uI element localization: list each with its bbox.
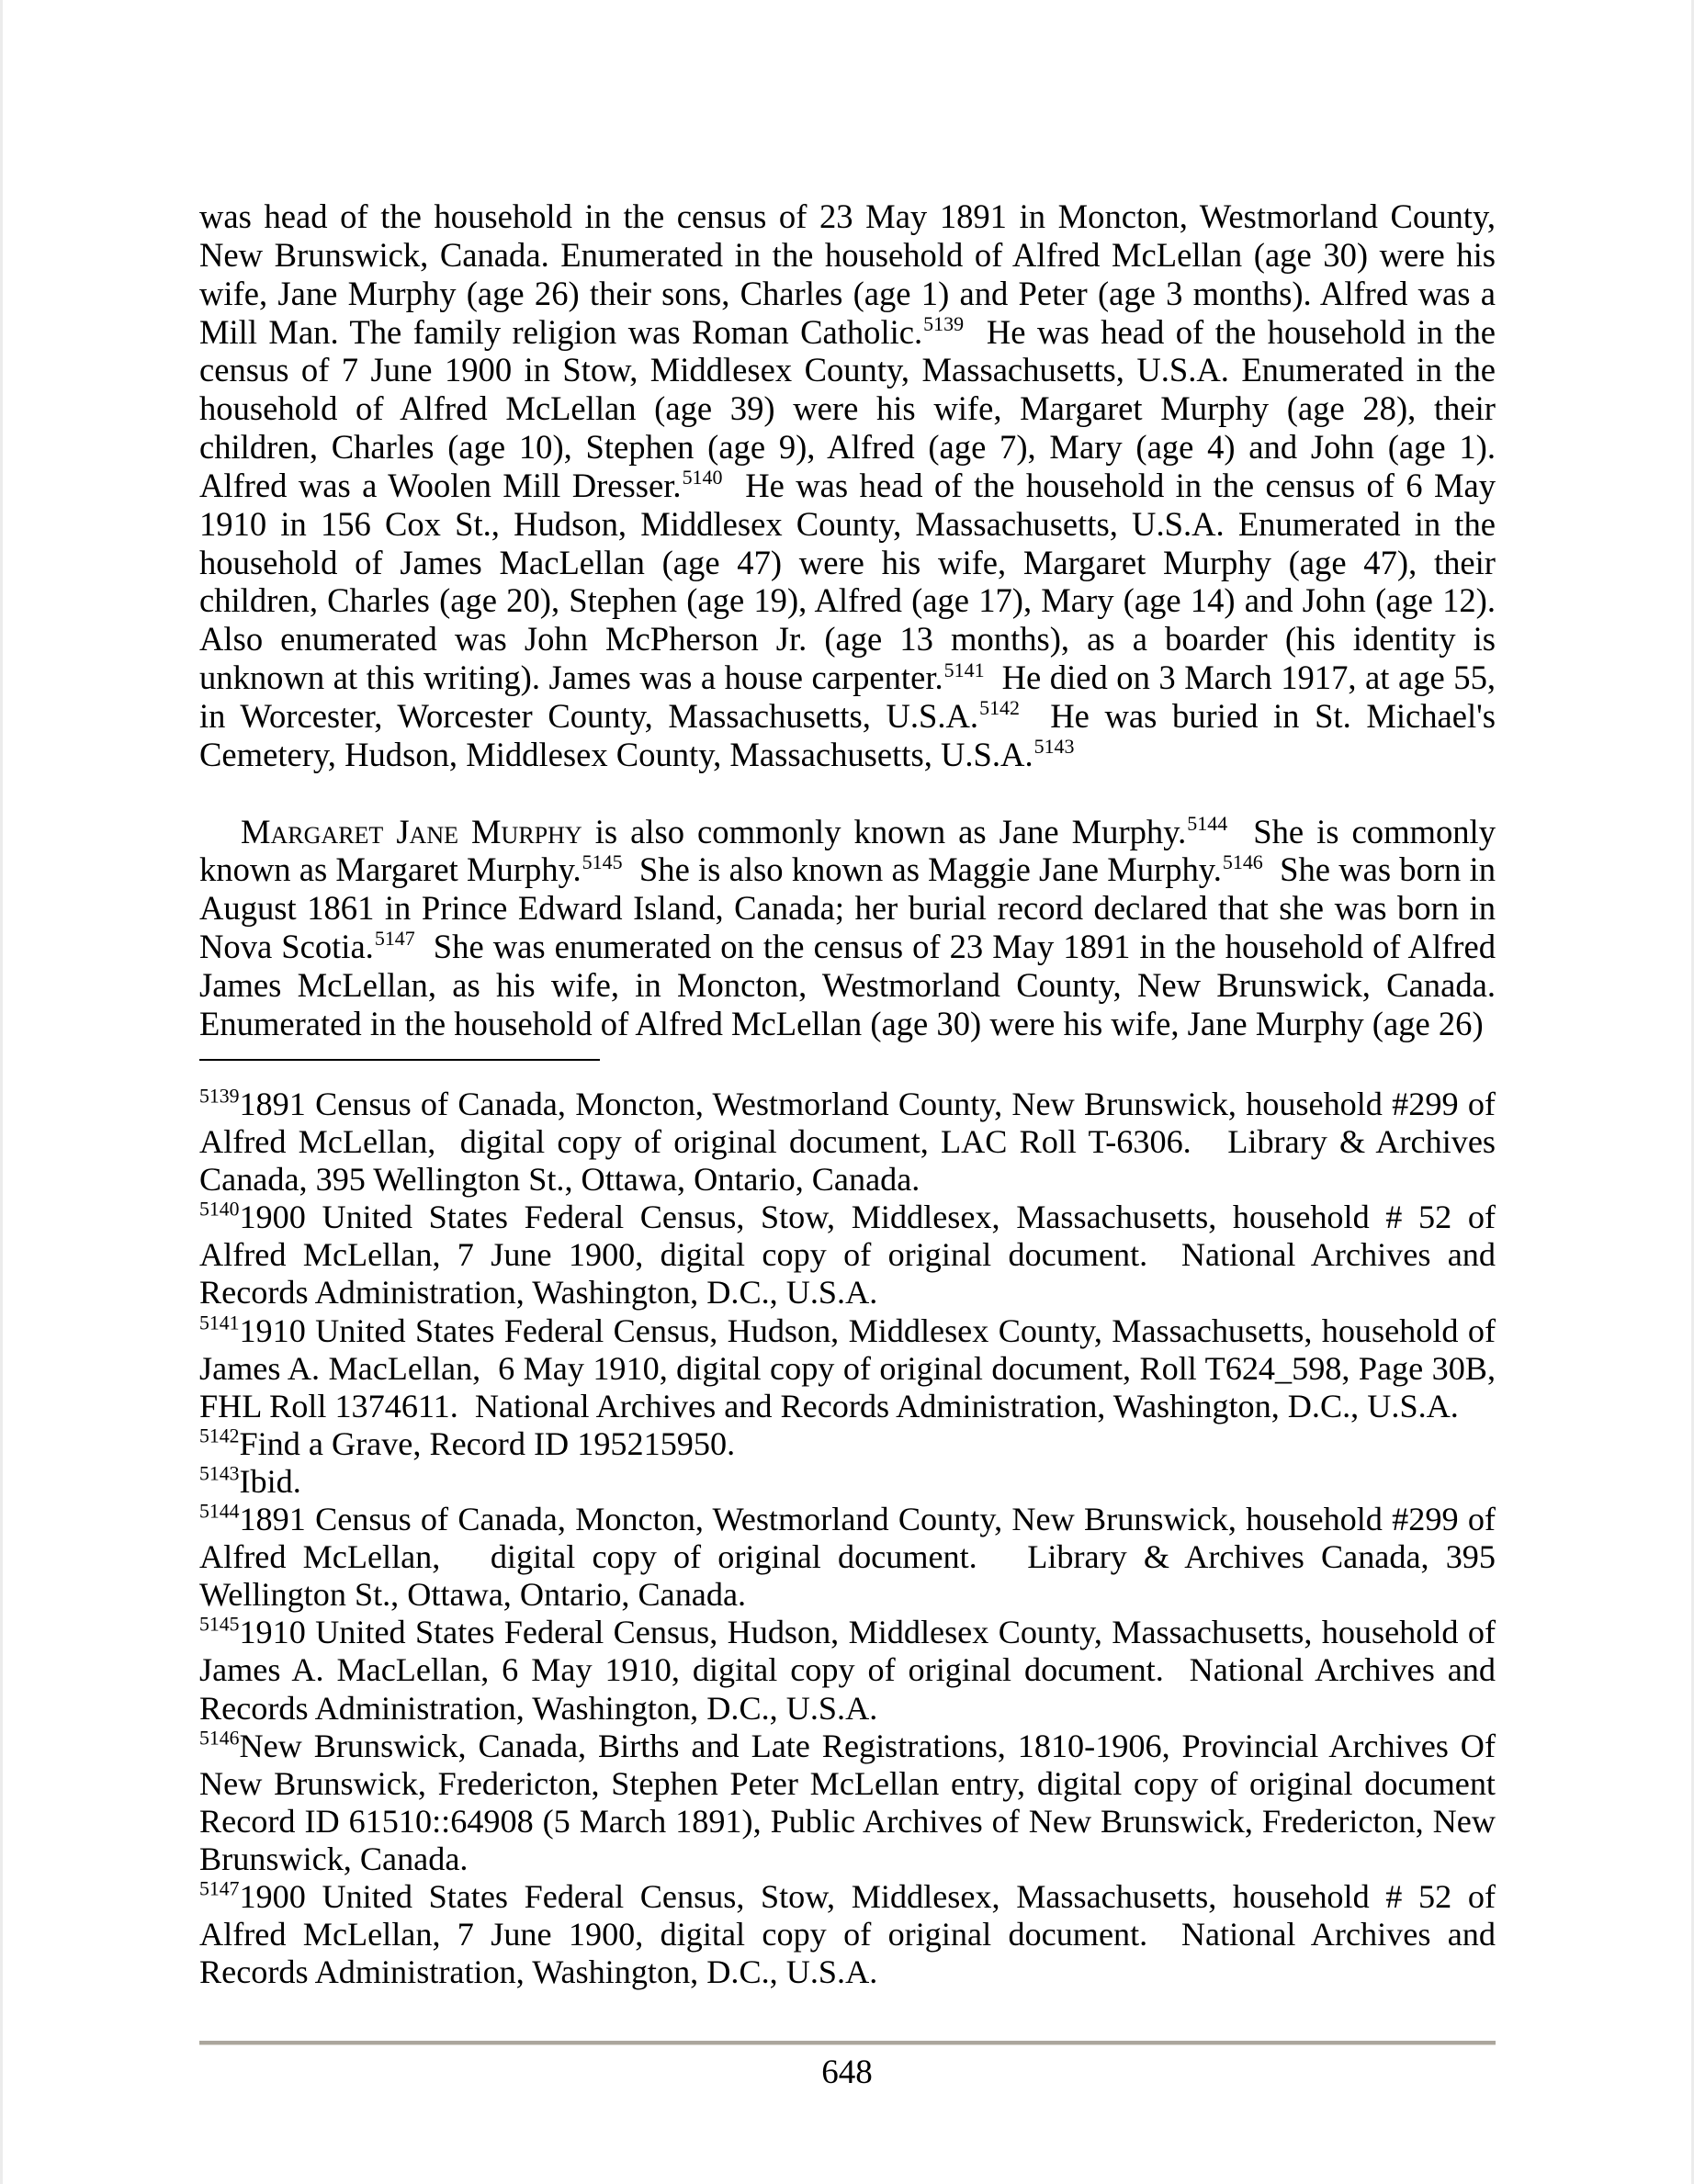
footnote-reference: 5147 (374, 927, 415, 951)
body-text-run: He died on 3 March 1917, at age 55, in Worcester, Worcester County, Massachusetts, U.S.A. (199, 659, 1496, 735)
footnote (199, 1501, 1496, 1614)
body-text-run: She was born in August 1861 in Prince Edward Island, Canada; her burial record declared that she was born in Nova Scotia. (199, 850, 1496, 966)
page-edge-left (0, 0, 3, 2184)
footnote-reference: 5140 (682, 466, 723, 490)
footnote-number: 5141 (199, 1312, 240, 1334)
footnote (199, 1312, 1496, 1425)
footnote (199, 1878, 1496, 1991)
body-paragraph-1 (199, 197, 1496, 774)
footnote-number: 5143 (199, 1462, 240, 1485)
footnote (199, 1463, 1496, 1501)
body-text-run: He was head of the household in the census of 7 June 1900 in Stow, Middlesex County, Massachusetts, U.S.A. Enumerated in the household of Alfred McLellan (age 39) were his wife, Margaret Murphy (age 28), their children, Charles (age 10), Stephen (age 9), Alfred (age 7), Mary (age 4) and John (age 1). Alfred was a Woolen Mill Dresser. (199, 312, 1496, 504)
footnote (199, 1425, 1496, 1463)
footnote-number: 5140 (199, 1198, 240, 1221)
body-text-run: is also commonly known as Jane Murphy. (582, 812, 1187, 850)
footnote-reference: 5139 (923, 311, 965, 335)
footnote (199, 1086, 1496, 1199)
body-text-run: She is commonly known as Margaret Murphy. (199, 812, 1496, 889)
footnote-number: 5147 (199, 1877, 240, 1900)
footnote-text: Find a Grave, Record ID 195215950. (239, 1424, 736, 1462)
body-text-run: She is also known as Maggie Jane Murphy. (622, 850, 1222, 889)
footnote-number: 5144 (199, 1500, 240, 1523)
footnotes (199, 1086, 1496, 1991)
footnote-reference: 5142 (979, 696, 1020, 720)
footnote-reference: 5141 (943, 658, 985, 681)
footnote-text: 1910 United States Federal Census, Hudson, Middlesex County, Massachusetts, household of James A. MacLellan, 6 May 1910, digital copy of original document. National Archives and Records Administration, Washington, D.C., U.S.A. (199, 1614, 1496, 1727)
footnote-number: 5139 (199, 1085, 240, 1108)
footnote-text: 1891 Census of Canada, Moncton, Westmorland County, New Brunswick, household #299 of Alfred McLellan, digital copy of original document. Library & Archives Canada, 395 Wellington St., Ottawa, Ontario, Canada. (199, 1501, 1496, 1614)
footnote (199, 1728, 1496, 1878)
footnote-reference: 5144 (1187, 811, 1228, 835)
footnote-text: 1910 United States Federal Census, Hudson, Middlesex County, Massachusetts, household of James A. MacLellan, 6 May 1910, digital copy of original document, Roll T624_598, Page 30B, FHL Roll 1374611. National Archives and Records Administration, Washington, D.C., U.S.A. (199, 1312, 1496, 1424)
footnote-number: 5146 (199, 1727, 240, 1750)
body-text-run: He was buried in St. Michael's Cemetery, Hudson, Middlesex County, Massachusetts, U.S.A. (199, 696, 1496, 773)
footnote-text: 1900 United States Federal Census, Stow, Middlesex, Massachusetts, household # 52 of Alfred McLellan, 7 June 1900, digital copy of original document. National Archives and Records Administration, Washington, D.C., U.S.A. (199, 1199, 1496, 1312)
footnote-text: Ibid. (239, 1462, 301, 1500)
footnote-separator (199, 1059, 600, 1061)
footnote-number: 5142 (199, 1424, 240, 1447)
footnote-reference: 5145 (582, 850, 623, 873)
page-number: 648 (821, 2054, 873, 2091)
body-text-run: He was head of the household in the census of 6 May 1910 in 156 Cox St., Hudson, Middlesex County, Massachusetts, U.S.A. Enumerated in the household of James MacLellan (age 47) were his wife, Margaret Murphy (age 47), their children, Charles (age 20), Stephen (age 19), Alfred (age 17), Mary (age 14) and John (age 12). Also enumerated was John McPherson Jr. (age 13 months), as a boarder (his identity is unknown at this writing). James was a house carpenter. (199, 466, 1496, 697)
footnote-text: 1900 United States Federal Census, Stow, Middlesex, Massachusetts, household # 52 of Alfred McLellan, 7 June 1900, digital copy of original document. National Archives and Records Administration, Washington, D.C., U.S.A. (199, 1877, 1496, 1991)
footnote-number: 5145 (199, 1613, 240, 1636)
person-name-smallcaps: Margaret Jane Murphy (241, 812, 582, 850)
body-text-run: She was enumerated on the census of 23 May 1891 in the household of Alfred James McLellan, as his wife, in Moncton, Westmorland County, New Brunswick, Canada. Enumerated in the household of Alfred McLellan (age 30) were his wife, Jane Murphy (age 26) (199, 928, 1496, 1042)
body-paragraph-2 (199, 813, 1496, 1043)
page-body (199, 197, 1496, 1043)
body-text-run: was head of the household in the census of 23 May 1891 in Moncton, Westmorland County, New Brunswick, Canada. Enumerated in the household of Alfred McLellan (age 30) were his wife, Jane Murphy (age 26) their sons, Charles (age 1) and Peter (age 3 months). Alfred was a Mill Man. The family religion was Roman Catholic. (199, 197, 1496, 351)
footer-rule (199, 2041, 1496, 2045)
footnote-text: 1891 Census of Canada, Moncton, Westmorland County, New Brunswick, household #299 of Alfred McLellan, digital copy of original document, LAC Roll T-6306. Library & Archives Canada, 395 Wellington St., Ottawa, Ontario, Canada. (199, 1086, 1496, 1199)
footnote (199, 1199, 1496, 1312)
footnote (199, 1614, 1496, 1727)
footnote-text: New Brunswick, Canada, Births and Late Registrations, 1810-1906, Provincial Archives Of New Brunswick, Fredericton, Stephen Peter McLellan entry, digital copy of original document Record ID 61510::64908 (5 March 1891), Public Archives of New Brunswick, Fredericton, New Brunswick, Canada. (199, 1727, 1496, 1877)
footnote-reference: 5146 (1222, 850, 1263, 873)
footnote-reference: 5143 (1033, 735, 1075, 759)
